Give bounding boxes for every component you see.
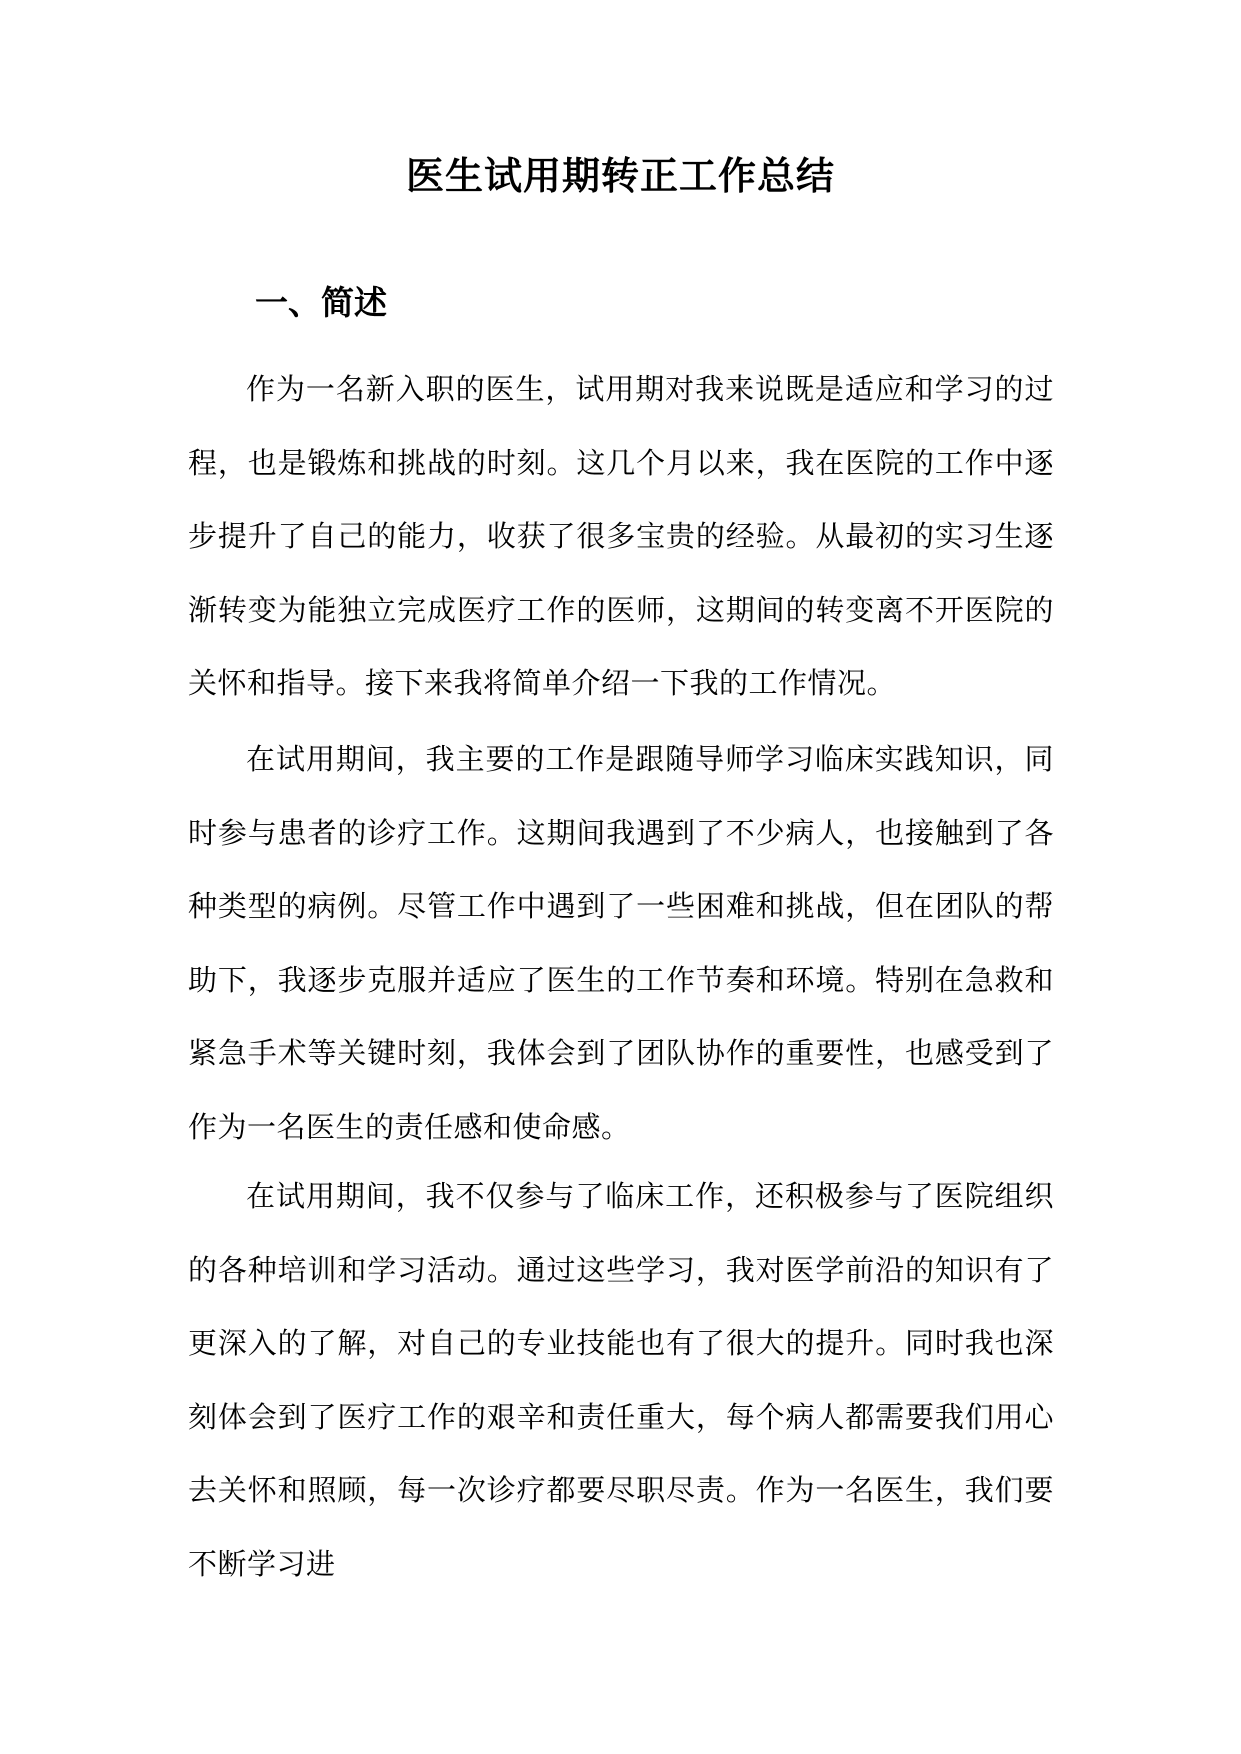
document-title: 医生试用期转正工作总结 — [405, 153, 835, 198]
body-paragraph: 在试用期间，我主要的工作是跟随导师学习临床实践知识，同时参与患者的诊疗工作。这期间我遇到了不少病人，也接触到了各种类型的病例。尽管工作中遇到了一些困难和挑战，但在团队的帮助下，我逐步克服并适应了医生的工作节奏和环境。特别在急救和紧急手术等关键时刻，我体会到了团队协作的重要性，也感受到了作为一名医生的责任感和使命感。 — [188, 742, 1054, 1144]
section-heading: 一、简述 — [255, 283, 387, 322]
body-paragraph: 作为一名新入职的医生，试用期对我来说既是适应和学习的过程，也是锻炼和挑战的时刻。这几个月以来，我在医院的工作中逐步提升了自己的能力，收获了很多宝贵的经验。从最初的实习生逐渐转变为能独立完成医疗工作的医师，这期间的转变离不开医院的关怀和指导。接下来我将简单介绍一下我的工作情况。 — [188, 372, 1054, 700]
body-paragraph: 在试用期间，我不仅参与了临床工作，还积极参与了医院组织的各种培训和学习活动。通过这些学习，我对医学前沿的知识有了更深入的了解，对自己的专业技能也有了很大的提升。同时我也深刻体会到了医疗工作的艰辛和责任重大，每个病人都需要我们用心去关怀和照顾，每一次诊疗都要尽职尽责。作为一名医生，我们要不断学习进 — [188, 1179, 1054, 1581]
